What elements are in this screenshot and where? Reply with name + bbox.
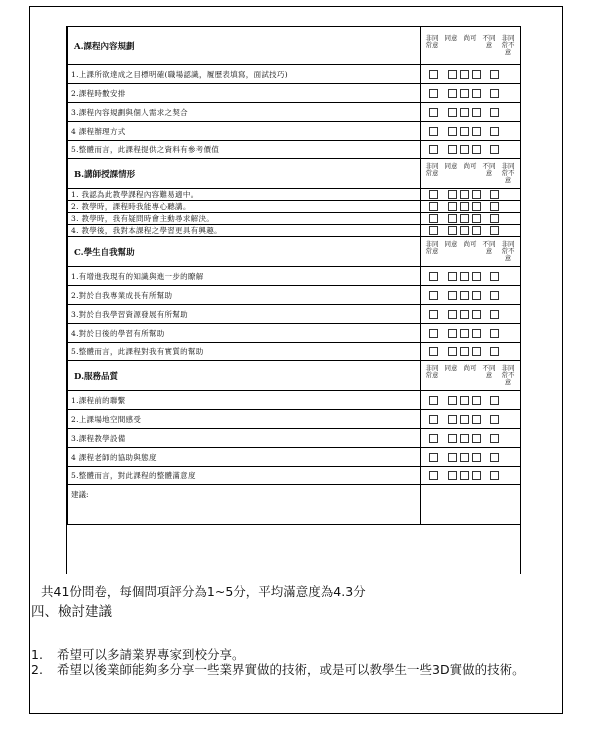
survey-summary: 共41份問卷，每個問項評分為1~5分，平均滿意度為4.3分	[41, 584, 366, 599]
rating-scale-label: 不同意	[482, 364, 496, 379]
rating-options	[421, 286, 521, 305]
section-header-row	[68, 159, 521, 189]
rating-checkbox[interactable]	[472, 329, 481, 338]
question-row	[68, 201, 521, 213]
rating-checkbox[interactable]	[448, 329, 457, 338]
suggestion-text: 希望以後業師能夠多分享一些業界實做的技術，或是可以教學生一些3D實做的技術。	[57, 662, 525, 677]
rating-checkbox[interactable]	[472, 396, 481, 405]
rating-checkbox[interactable]	[472, 272, 481, 281]
question-text: 4 課程老師的協助與態度	[68, 448, 421, 467]
rating-checkbox[interactable]	[429, 396, 438, 405]
rating-checkbox[interactable]	[448, 127, 457, 136]
rating-options	[421, 305, 521, 324]
rating-scale-label: 同意	[444, 162, 458, 170]
rating-checkbox[interactable]	[460, 396, 469, 405]
question-text: 5.整體而言，此課程提供之資料有參考價值	[68, 141, 421, 159]
rating-checkbox[interactable]	[472, 70, 481, 79]
rating-checkbox[interactable]	[490, 471, 499, 480]
rating-checkbox[interactable]	[460, 108, 469, 117]
rating-checkbox[interactable]	[460, 471, 469, 480]
rating-checkbox[interactable]	[448, 214, 457, 223]
rating-checkbox[interactable]	[460, 291, 469, 300]
rating-checkbox[interactable]	[490, 108, 499, 117]
rating-checkbox[interactable]	[460, 434, 469, 443]
question-text: 1.上課所欲達成之目標明確(職場認識，履歷表填寫，面試技巧)	[68, 65, 421, 84]
rating-checkbox[interactable]	[448, 190, 457, 199]
section-title: D.服務品質	[68, 361, 421, 391]
rating-checkbox[interactable]	[472, 415, 481, 424]
rating-checkbox[interactable]	[490, 434, 499, 443]
question-text: 4. 教學後，我對本課程之學習更具有興趣。	[68, 225, 421, 237]
rating-checkbox[interactable]	[460, 226, 469, 235]
question-text: 1.有增進我現有的知識與進一步的瞭解	[68, 267, 421, 286]
question-row	[68, 103, 521, 122]
rating-checkbox[interactable]	[490, 396, 499, 405]
rating-options	[421, 122, 521, 141]
rating-checkbox[interactable]	[460, 202, 469, 211]
rating-checkbox[interactable]	[448, 310, 457, 319]
question-row	[68, 213, 521, 225]
rating-options	[421, 213, 521, 225]
rating-checkbox[interactable]	[490, 89, 499, 98]
review-heading: 四、檢討建議	[31, 604, 112, 620]
question-row	[68, 286, 521, 305]
rating-checkbox[interactable]	[429, 272, 438, 281]
rating-scale-label: 非同常意	[425, 364, 439, 379]
rating-checkbox[interactable]	[429, 202, 438, 211]
rating-checkbox[interactable]	[472, 108, 481, 117]
rating-options	[421, 410, 521, 429]
rating-scale-label: 非同常不意	[501, 240, 515, 262]
question-text: 3.課程教學設備	[68, 429, 421, 448]
rating-checkbox[interactable]	[490, 226, 499, 235]
rating-checkbox[interactable]	[429, 329, 438, 338]
rating-scale-header	[421, 237, 521, 267]
rating-checkbox[interactable]	[460, 272, 469, 281]
suggestion-label: 建議:	[68, 485, 421, 525]
rating-checkbox[interactable]	[429, 127, 438, 136]
rating-checkbox[interactable]	[490, 415, 499, 424]
rating-checkbox[interactable]	[490, 329, 499, 338]
rating-options	[421, 65, 521, 84]
rating-scale-label: 非同常不意	[501, 34, 515, 56]
rating-options	[421, 343, 521, 361]
question-row	[68, 448, 521, 467]
suggestion-item	[31, 647, 559, 662]
question-row	[68, 65, 521, 84]
rating-checkbox[interactable]	[490, 272, 499, 281]
rating-checkbox[interactable]	[490, 70, 499, 79]
question-row	[68, 324, 521, 343]
satisfaction-survey-form	[66, 26, 521, 574]
section-title: C.學生自我幫助	[68, 237, 421, 267]
rating-options	[421, 391, 521, 410]
rating-scale-header	[421, 361, 521, 391]
suggestion-number: 2.	[31, 662, 43, 677]
rating-checkbox[interactable]	[472, 127, 481, 136]
suggestion-item	[31, 662, 559, 677]
rating-checkbox[interactable]	[429, 347, 438, 356]
rating-checkbox[interactable]	[472, 226, 481, 235]
rating-checkbox[interactable]	[460, 127, 469, 136]
rating-checkbox[interactable]	[472, 291, 481, 300]
rating-checkbox[interactable]	[448, 471, 457, 480]
suggestion-text: 希望可以多請業界專家到校分享。	[57, 647, 245, 662]
rating-checkbox[interactable]	[490, 214, 499, 223]
question-text: 5.整體而言，對此課程的整體滿意度	[68, 467, 421, 485]
question-text: 4.對於日後的學習有所幫助	[68, 324, 421, 343]
question-row	[68, 122, 521, 141]
question-text: 2. 教學時，課程時我能專心聽講。	[68, 201, 421, 213]
rating-scale-label: 非同常不意	[501, 364, 515, 386]
rating-scale-label: 非同常意	[425, 240, 439, 255]
rating-checkbox[interactable]	[429, 70, 438, 79]
rating-checkbox[interactable]	[448, 272, 457, 281]
rating-options	[421, 324, 521, 343]
rating-scale-label: 非同常意	[425, 34, 439, 49]
rating-checkbox[interactable]	[448, 226, 457, 235]
question-row	[68, 189, 521, 201]
rating-scale-label: 同意	[444, 240, 458, 248]
rating-checkbox[interactable]	[472, 434, 481, 443]
question-text: 3.課程內容規劃與個人需求之契合	[68, 103, 421, 122]
rating-options	[421, 448, 521, 467]
rating-scale-label: 尚可	[463, 240, 477, 248]
survey-table	[67, 26, 521, 525]
rating-options	[421, 267, 521, 286]
rating-checkbox[interactable]	[448, 70, 457, 79]
section-header-row	[68, 27, 521, 65]
rating-checkbox[interactable]	[448, 453, 457, 462]
section-header-row	[68, 361, 521, 391]
question-row	[68, 343, 521, 361]
suggestion-list	[31, 647, 559, 677]
rating-checkbox[interactable]	[448, 145, 457, 154]
question-row	[68, 429, 521, 448]
rating-checkbox[interactable]	[429, 190, 438, 199]
rating-checkbox[interactable]	[448, 434, 457, 443]
rating-scale-label: 尚可	[463, 162, 477, 170]
rating-options	[421, 429, 521, 448]
rating-checkbox[interactable]	[460, 190, 469, 199]
rating-checkbox[interactable]	[460, 310, 469, 319]
rating-scale-label: 非同常意	[425, 162, 439, 177]
rating-checkbox[interactable]	[490, 291, 499, 300]
rating-checkbox[interactable]	[460, 89, 469, 98]
question-text: 4 課程辦理方式	[68, 122, 421, 141]
rating-checkbox[interactable]	[460, 214, 469, 223]
rating-checkbox[interactable]	[472, 347, 481, 356]
rating-checkbox[interactable]	[448, 202, 457, 211]
suggestion-row	[68, 485, 521, 525]
rating-checkbox[interactable]	[460, 347, 469, 356]
rating-checkbox[interactable]	[460, 453, 469, 462]
rating-checkbox[interactable]	[472, 453, 481, 462]
rating-checkbox[interactable]	[429, 291, 438, 300]
rating-checkbox[interactable]	[429, 89, 438, 98]
question-row	[68, 467, 521, 485]
rating-checkbox[interactable]	[490, 145, 499, 154]
question-row	[68, 267, 521, 286]
question-text: 2.上課場地空間感受	[68, 410, 421, 429]
rating-scale-label: 不同意	[482, 162, 496, 177]
question-row	[68, 225, 521, 237]
rating-checkbox[interactable]	[472, 471, 481, 480]
rating-options	[421, 103, 521, 122]
question-text: 1.課程前的聯繫	[68, 391, 421, 410]
rating-checkbox[interactable]	[472, 89, 481, 98]
rating-checkbox[interactable]	[460, 329, 469, 338]
question-row	[68, 410, 521, 429]
rating-options	[421, 189, 521, 201]
question-text: 3.對於自我學習資源發展有所幫助	[68, 305, 421, 324]
rating-checkbox[interactable]	[429, 434, 438, 443]
rating-checkbox[interactable]	[490, 190, 499, 199]
rating-checkbox[interactable]	[448, 415, 457, 424]
rating-scale-header	[421, 27, 521, 65]
rating-options	[421, 84, 521, 103]
rating-checkbox[interactable]	[460, 70, 469, 79]
rating-options	[421, 201, 521, 213]
rating-scale-label: 尚可	[463, 34, 477, 42]
rating-checkbox[interactable]	[472, 190, 481, 199]
rating-checkbox[interactable]	[472, 145, 481, 154]
question-text: 2.課程時數安排	[68, 84, 421, 103]
question-text: 2.對於自我專業成長有所幫助	[68, 286, 421, 305]
rating-checkbox[interactable]	[448, 347, 457, 356]
rating-checkbox[interactable]	[429, 453, 438, 462]
rating-checkbox[interactable]	[429, 415, 438, 424]
section-title: A.課程內容規劃	[68, 27, 421, 65]
rating-checkbox[interactable]	[460, 415, 469, 424]
rating-checkbox[interactable]	[429, 214, 438, 223]
rating-checkbox[interactable]	[429, 471, 438, 480]
rating-checkbox[interactable]	[460, 145, 469, 154]
rating-scale-label: 不同意	[482, 240, 496, 255]
question-text: 1. 我認為此教學課程內容難易適中。	[68, 189, 421, 201]
question-text: 5.整體而言，此課程對我有實質的幫助	[68, 343, 421, 361]
rating-checkbox[interactable]	[490, 202, 499, 211]
question-row	[68, 84, 521, 103]
question-row	[68, 391, 521, 410]
rating-checkbox[interactable]	[429, 226, 438, 235]
rating-scale-label: 不同意	[482, 34, 496, 49]
rating-checkbox[interactable]	[472, 310, 481, 319]
rating-checkbox[interactable]	[429, 108, 438, 117]
question-row	[68, 141, 521, 159]
rating-checkbox[interactable]	[490, 310, 499, 319]
rating-scale-label: 尚可	[463, 364, 477, 372]
rating-checkbox[interactable]	[472, 202, 481, 211]
section-title: B.講師授課情形	[68, 159, 421, 189]
question-row	[68, 305, 521, 324]
rating-checkbox[interactable]	[490, 127, 499, 136]
rating-options	[421, 225, 521, 237]
rating-checkbox[interactable]	[429, 310, 438, 319]
rating-options	[421, 141, 521, 159]
rating-checkbox[interactable]	[490, 347, 499, 356]
rating-checkbox[interactable]	[429, 145, 438, 154]
rating-checkbox[interactable]	[448, 108, 457, 117]
rating-scale-label: 同意	[444, 364, 458, 372]
rating-scale-label: 非同常不意	[501, 162, 515, 184]
rating-scale-header	[421, 159, 521, 189]
suggestion-number: 1.	[31, 647, 43, 662]
rating-checkbox[interactable]	[490, 453, 499, 462]
rating-checkbox[interactable]	[448, 291, 457, 300]
rating-checkbox[interactable]	[472, 214, 481, 223]
rating-checkbox[interactable]	[448, 396, 457, 405]
rating-scale-label: 同意	[444, 34, 458, 42]
suggestion-blank[interactable]	[421, 485, 521, 525]
rating-checkbox[interactable]	[448, 89, 457, 98]
rating-options	[421, 467, 521, 485]
question-text: 3. 教學時，我有疑問時會主動尋求解決。	[68, 213, 421, 225]
section-header-row	[68, 237, 521, 267]
